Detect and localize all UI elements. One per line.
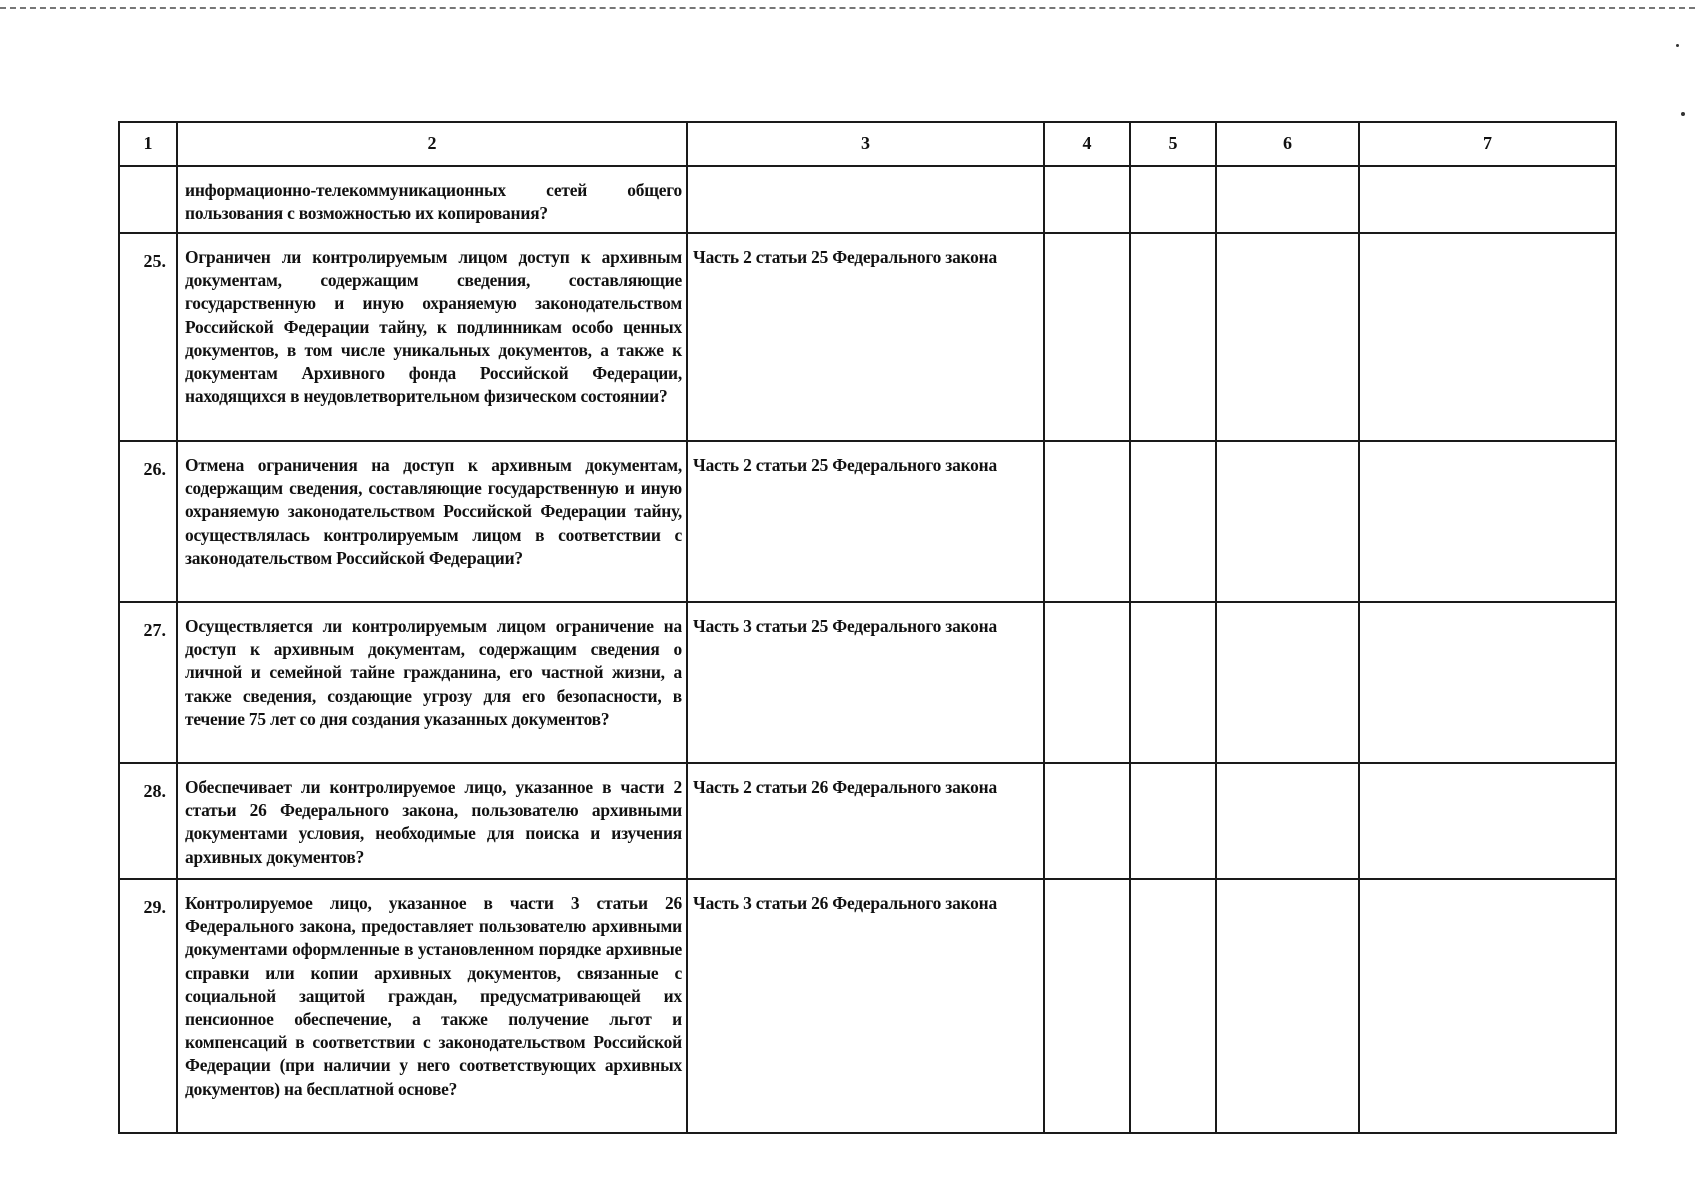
empty-cell bbox=[1044, 763, 1130, 879]
empty-cell bbox=[1216, 763, 1359, 879]
empty-cell bbox=[1216, 166, 1359, 233]
reference-cell: Часть 3 статьи 25 Федерального закона bbox=[687, 602, 1044, 763]
header-cell: 5 bbox=[1130, 122, 1216, 166]
empty-cell bbox=[1044, 879, 1130, 1133]
checklist-table bbox=[118, 121, 1617, 1134]
scan-artifact-line bbox=[0, 7, 1695, 9]
empty-cell bbox=[1044, 166, 1130, 233]
empty-cell bbox=[1044, 441, 1130, 602]
reference-cell: Часть 3 статьи 26 Федерального закона bbox=[687, 879, 1044, 1133]
checklist-table-container bbox=[118, 121, 1615, 1134]
empty-cell bbox=[1130, 763, 1216, 879]
empty-cell bbox=[1130, 879, 1216, 1133]
empty-cell bbox=[1130, 602, 1216, 763]
header-cell: 4 bbox=[1044, 122, 1130, 166]
reference-cell: Часть 2 статьи 25 Федерального закона bbox=[687, 441, 1044, 602]
header-cell: 3 bbox=[687, 122, 1044, 166]
row-number: 25. bbox=[119, 233, 177, 441]
reference-cell: Часть 2 статьи 26 Федерального закона bbox=[687, 763, 1044, 879]
empty-cell bbox=[1359, 166, 1616, 233]
empty-cell bbox=[1359, 879, 1616, 1133]
header-cell: 1 bbox=[119, 122, 177, 166]
empty-cell bbox=[1359, 602, 1616, 763]
question-cell: Осуществляется ли контролируемым лицом ограничение на доступ к архивным документам, содержащим сведения о личной и семейной тайне гражданина, его частной жизни, а также сведения, создающие угрозу для его безопасности, в течение 75 лет со дня создания указанных документов? bbox=[177, 602, 687, 763]
table-row bbox=[119, 166, 1616, 233]
row-number: 26. bbox=[119, 441, 177, 602]
empty-cell bbox=[1130, 233, 1216, 441]
reference-cell: Часть 2 статьи 25 Федерального закона bbox=[687, 233, 1044, 441]
empty-cell bbox=[1359, 233, 1616, 441]
empty-cell bbox=[1216, 879, 1359, 1133]
row-number: 27. bbox=[119, 602, 177, 763]
reference-cell bbox=[687, 166, 1044, 233]
question-cell: Обеспечивает ли контролируемое лицо, указанное в части 2 статьи 26 Федерального закона, пользователю архивными документами условия, необходимые для поиска и изучения архивных документов? bbox=[177, 763, 687, 879]
table-row bbox=[119, 879, 1616, 1133]
question-cell: Отмена ограничения на доступ к архивным документам, содержащим сведения, составляющие государственную и иную охраняемую законодательством Российской Федерации тайну, осуществлялась контролируемым лицом в соответствии с законодательством Российской Федерации? bbox=[177, 441, 687, 602]
empty-cell bbox=[1130, 441, 1216, 602]
header-cell: 7 bbox=[1359, 122, 1616, 166]
row-number bbox=[119, 166, 177, 233]
empty-cell bbox=[1216, 602, 1359, 763]
empty-cell bbox=[1359, 441, 1616, 602]
table-header-row bbox=[119, 122, 1616, 166]
question-cell: Контролируемое лицо, указанное в части 3 статьи 26 Федерального закона, предоставляет пользователю архивными документами оформленные в установленном порядке архивные справки или копии архивных документов, связанные с социальной защитой граждан, предусматривающей их пенсионное обеспечение, а также получение льгот и компенсаций в соответствии с законодательством Российской Федерации (при наличии у него соответствующих архивных документов) на бесплатной основе? bbox=[177, 879, 687, 1133]
empty-cell bbox=[1216, 441, 1359, 602]
question-cell: Ограничен ли контролируемым лицом доступ к архивным документам, содержащим сведения, составляющие государственную и иную охраняемую законодательством Российской Федерации тайну, к подлинникам особо ценных документов, в том числе уникальных документов, а также к документам Архивного фонда Российской Федерации, находящихся в неудовлетворительном физическом состоянии? bbox=[177, 233, 687, 441]
table-row bbox=[119, 763, 1616, 879]
header-cell: 2 bbox=[177, 122, 687, 166]
table-row bbox=[119, 233, 1616, 441]
empty-cell bbox=[1044, 602, 1130, 763]
scan-artifact-dot bbox=[1681, 112, 1685, 116]
empty-cell bbox=[1130, 166, 1216, 233]
empty-cell bbox=[1216, 233, 1359, 441]
scan-artifact-dot bbox=[1676, 44, 1679, 47]
header-cell: 6 bbox=[1216, 122, 1359, 166]
empty-cell bbox=[1359, 763, 1616, 879]
row-number: 28. bbox=[119, 763, 177, 879]
table-row bbox=[119, 441, 1616, 602]
question-cell: информационно-телекоммуникационных сетей общего пользования с возможностью их копирования? bbox=[177, 166, 687, 233]
empty-cell bbox=[1044, 233, 1130, 441]
row-number: 29. bbox=[119, 879, 177, 1133]
table-row bbox=[119, 602, 1616, 763]
